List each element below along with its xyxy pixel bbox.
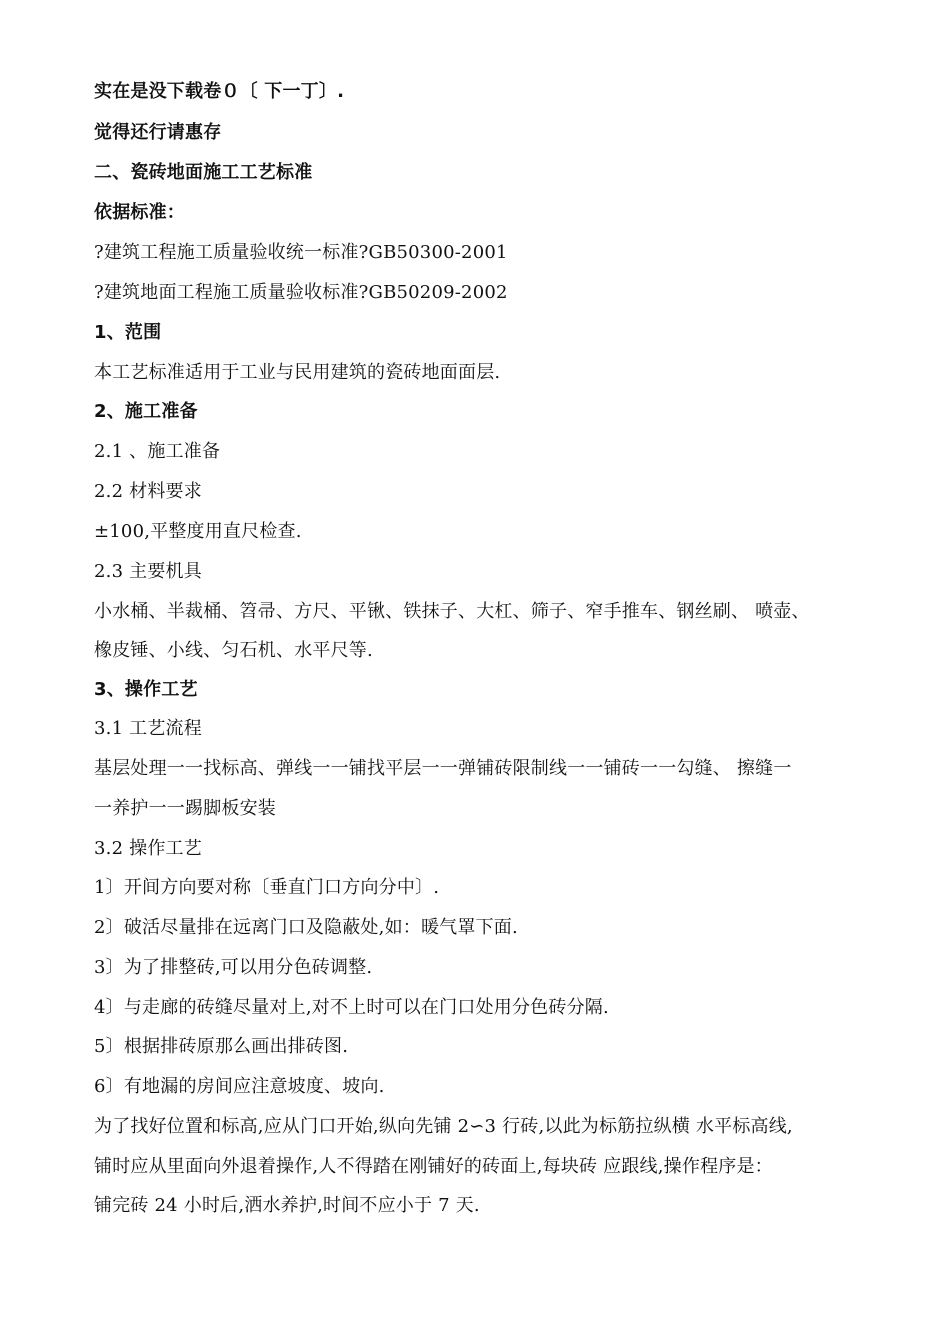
standard-reference: ?建筑地面工程施工质量验收标准?GB50209-2002 bbox=[94, 282, 508, 303]
list-item: 1〕开间方向要对称〔垂直门口方向分中〕. bbox=[94, 877, 440, 898]
paragraph: ±100,平整度用直尺检查. bbox=[94, 521, 302, 542]
paragraph: 基层处理一一找标高、弹线一一铺找平层一一弹铺砖限制线一一铺砖一一勾缝、 擦缝一 bbox=[94, 758, 792, 779]
basis-heading: 依据标准： bbox=[94, 202, 185, 223]
heading-scope: 1、范围 bbox=[94, 322, 162, 343]
subheading: 2.2 材料要求 bbox=[94, 481, 202, 502]
heading-preparation: 2、施工准备 bbox=[94, 401, 198, 422]
paragraph: 本工艺标准适用于工业与民用建筑的瓷砖地面面层. bbox=[94, 362, 501, 383]
list-item: 6〕有地漏的房间应注意坡度、坡向. bbox=[94, 1076, 385, 1097]
paragraph: 为了找好位置和标高,应从门口开始,纵向先铺 2∽3 行砖,以此为标筋拉纵横 水平标高线, bbox=[94, 1116, 793, 1137]
list-item: 5〕根据排砖原那么画出排砖图. bbox=[94, 1036, 349, 1057]
standard-reference: ?建筑工程施工质量验收统一标准?GB50300-2001 bbox=[94, 242, 508, 263]
paragraph: 橡皮锤、小线、匀石机、水平尺等. bbox=[94, 640, 373, 661]
paragraph: 铺时应从里面向外退着操作,人不得踏在刚铺好的砖面上,每块砖 应跟线,操作程序是： bbox=[94, 1156, 773, 1177]
list-item: 3〕为了排整砖,可以用分色砖调整. bbox=[94, 957, 373, 978]
list-item: 2〕破活尽量排在远离门口及隐蔽处,如：暖气罩下面. bbox=[94, 917, 518, 938]
list-item: 4〕与走廊的砖缝尽量对上,对不上时可以在门口处用分色砖分隔. bbox=[94, 997, 609, 1018]
paragraph: 铺完砖 24 小时后,洒水养护,时间不应小于 7 天. bbox=[94, 1195, 480, 1216]
subheading: 3.2 操作工艺 bbox=[94, 838, 202, 859]
subheading: 2.1 、施工准备 bbox=[94, 441, 221, 462]
heading-operation: 3、操作工艺 bbox=[94, 679, 198, 700]
subheading: 2.3 主要机具 bbox=[94, 561, 202, 582]
subheading: 3.1 工艺流程 bbox=[94, 718, 202, 739]
paragraph: 一养护一一踢脚板安装 bbox=[94, 798, 276, 819]
paragraph: 小水桶、半裁桶、笤帚、方尺、平锹、铁抹子、大杠、筛子、窄手推车、钢丝刷、 喷壶、 bbox=[94, 601, 810, 622]
doc-intro-line-2: 觉得还行请惠存 bbox=[94, 122, 222, 143]
section-title: 二、瓷砖地面施工工艺标准 bbox=[94, 162, 313, 183]
doc-intro-line: 实在是没下载卷０〔 下一丁〕. bbox=[94, 81, 345, 102]
